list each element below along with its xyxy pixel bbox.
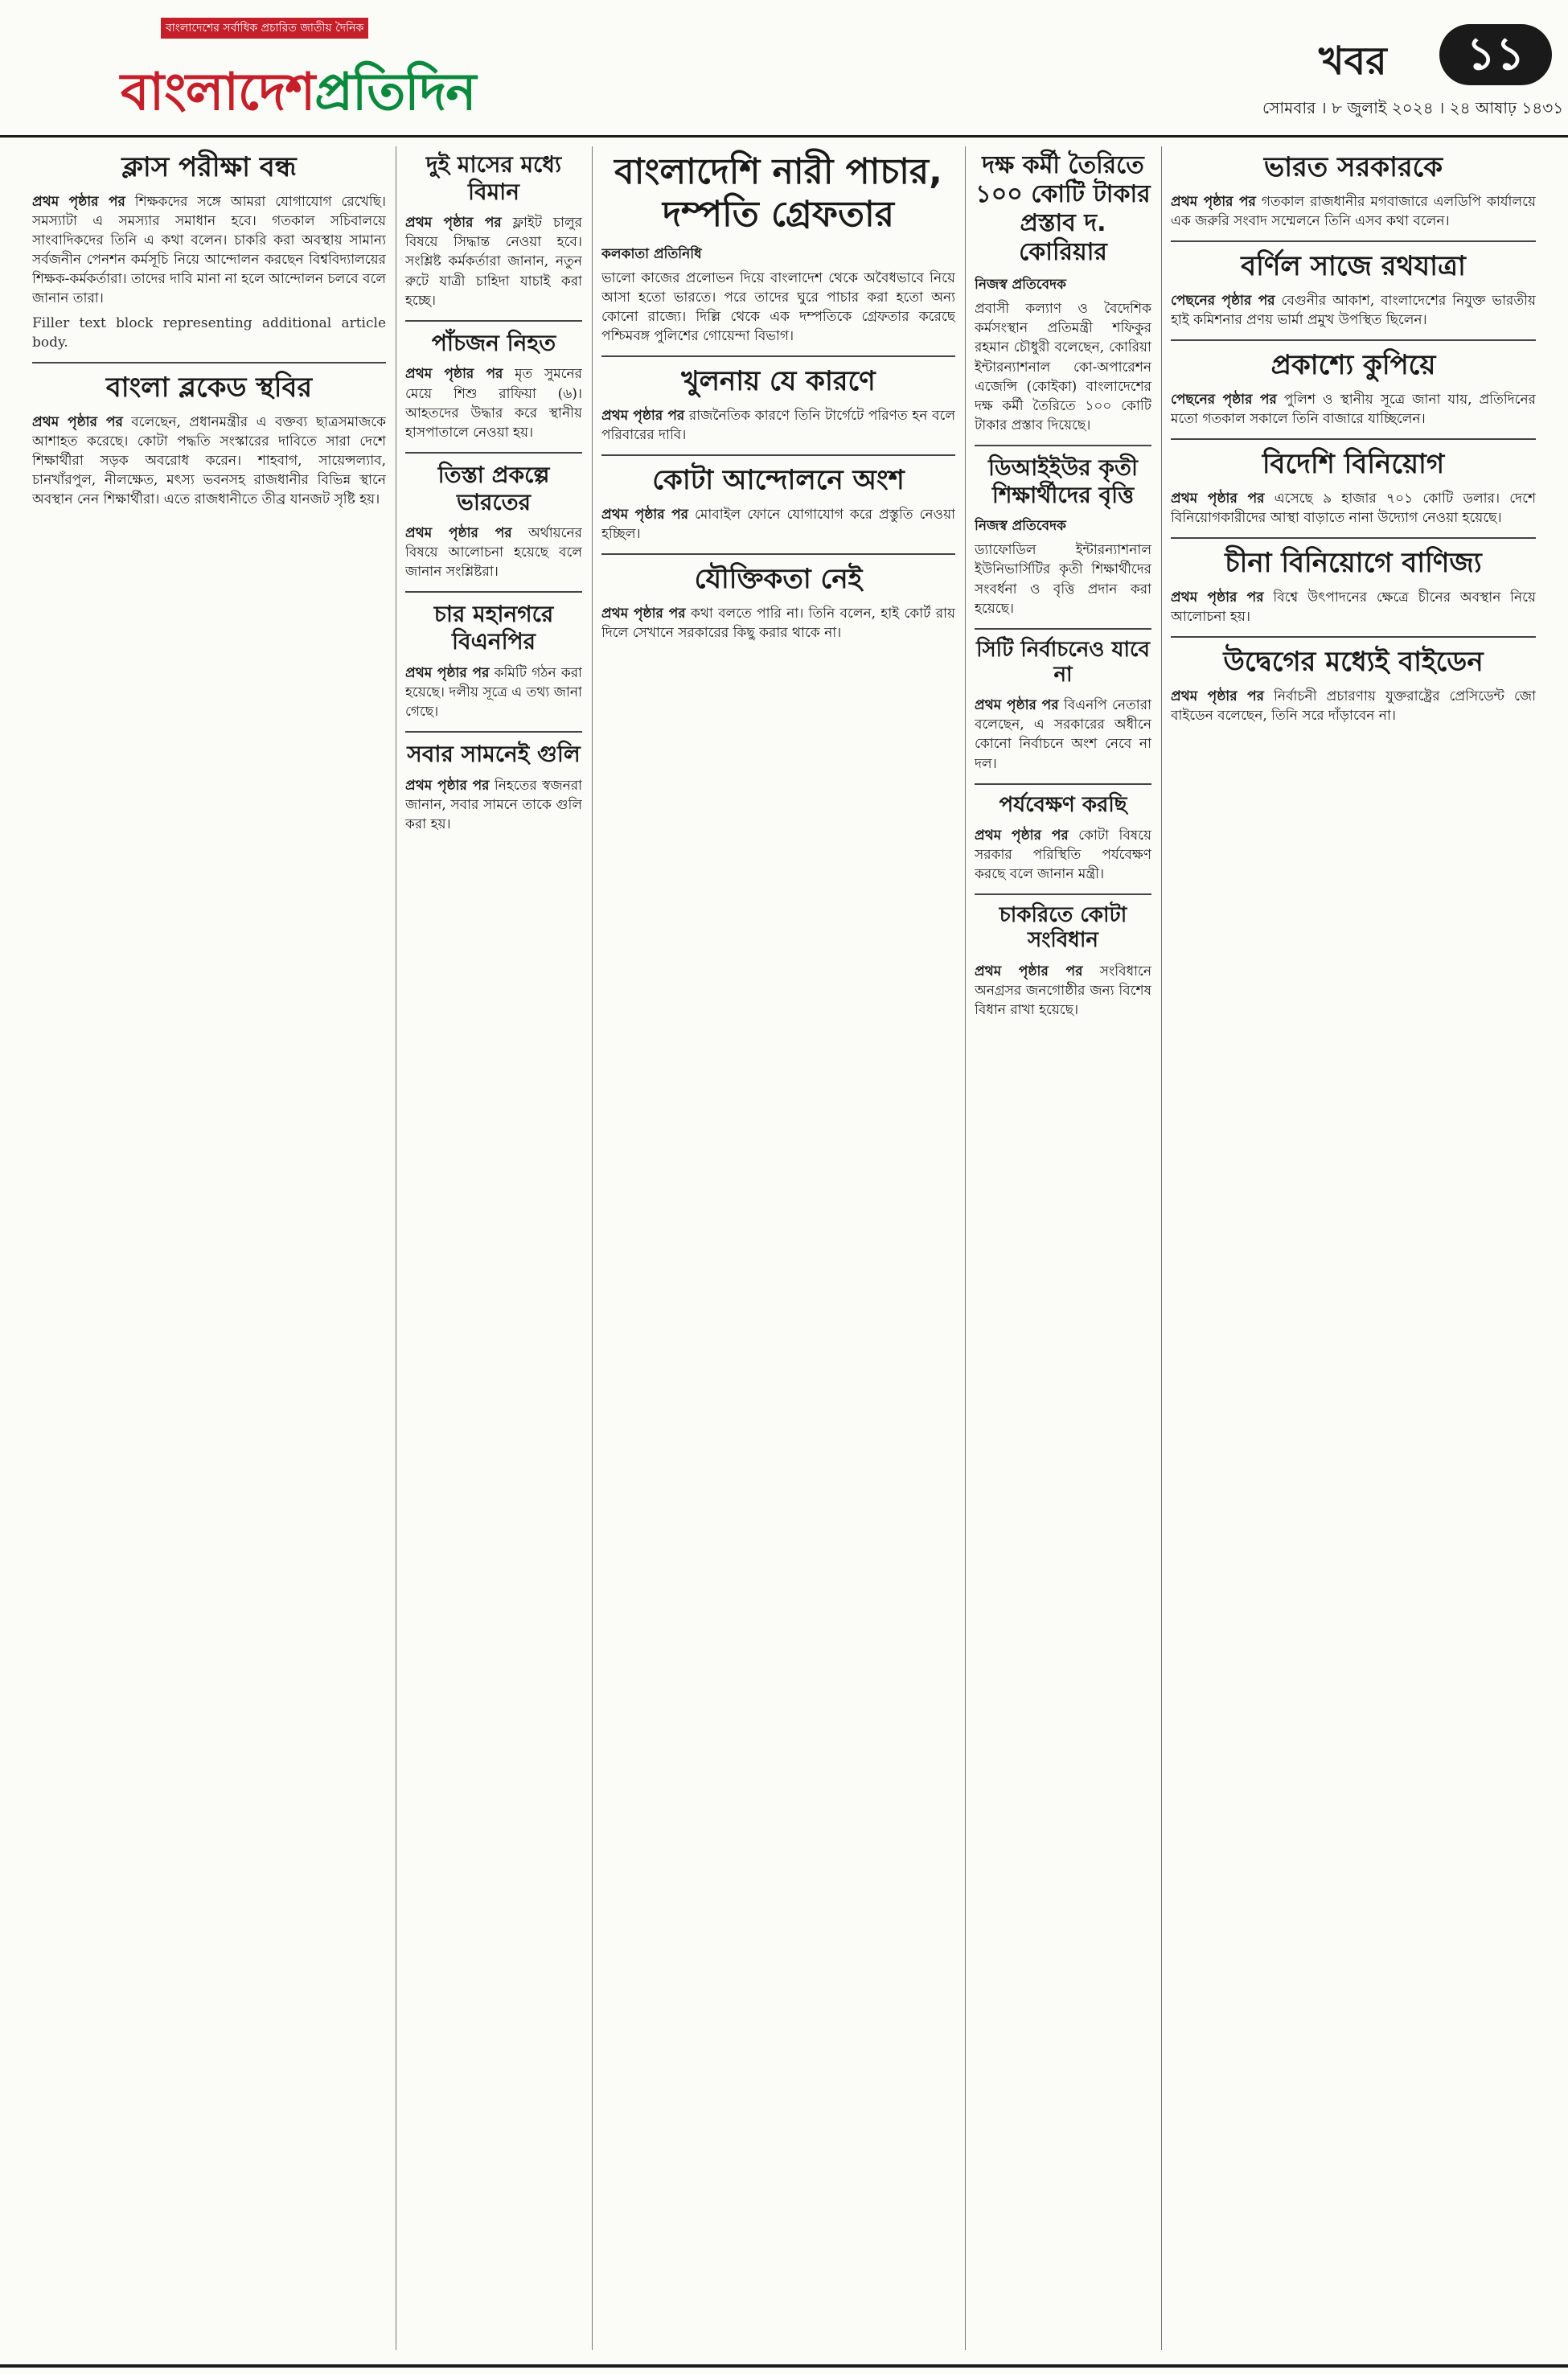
divider [601, 355, 955, 357]
article-headline[interactable]: চীনা বিনিয়োগে বাণিজ্য [1225, 547, 1482, 580]
newspaper-logo[interactable] [121, 14, 476, 122]
continuation-label: প্রথম পৃষ্ঠার পর [975, 827, 1069, 844]
column-divider [1161, 146, 1162, 2350]
logo-wordmark [121, 53, 475, 139]
logo-tagline: বাংলাদেশের সর্বাধিক প্রচারিত জাতীয় দৈনিক [161, 18, 368, 39]
column-divider [592, 146, 593, 2350]
article-body: বিশ্বে উৎপাদনের ক্ষেত্রে চীনের অবস্থান নিয়ে আলোচনা হয়। [1171, 589, 1536, 626]
divider [975, 783, 1151, 785]
article-body: পুলিশ ও স্থানীয় সূত্রে জানা যায়, প্রতিদিনের মতো গতকাল সকালে তিনি বাজারে যাচ্ছিলেন। [1171, 391, 1536, 428]
continuation-label: প্রথম পৃষ্ঠার পর [975, 697, 1059, 714]
continuation-label: প্রথম পৃষ্ঠার পর [975, 963, 1083, 980]
article-headline[interactable]: তিস্তা প্রকল্পে ভারতের [437, 461, 550, 515]
article-body: বলেছেন, প্রধানমন্ত্রীর এ বক্তব্য ছাত্রসমাজকে আশাহত করেছে। কোটা পদ্ধতি সংস্কারের দাবিতে সারা দেশে শিক্ষার্থীরা সড়ক অবরোধ করেন। শাহবাগ, সায়েন্সল্যাব, চানখাঁরপুল, নীলক্ষেত, মৎস্য ভবনসহ রাজধানীর বিভিন্ন স্থানে অবস্থান নেন শিক্ষার্থীরা। এতে রাজধানীতে তীব্র যানজট সৃষ্টি হয়। [32, 413, 386, 508]
article-headline[interactable]: বিদেশি বিনিয়োগ [1262, 448, 1445, 481]
article-headline[interactable]: যৌক্তিকতা নেই [694, 563, 863, 596]
article-headline[interactable]: সিটি নির্বাচনেও যাবে না [976, 637, 1150, 687]
article-body: বেগুনীর আকাশ, বাংলাদেশের নিযুক্ত ভারতীয় হাই কমিশনার প্রণয় ভার্মা প্রমুখ উপস্থিত ছিলেন। [1171, 292, 1536, 328]
continuation-label: পেছনের পৃষ্ঠার পর [1171, 391, 1277, 408]
section-label: খবর [1319, 39, 1387, 84]
article-body: কমিটি গঠন করা হয়েছে। দলীয় সূত্রে এ তথ্য জানা গেছে। [405, 664, 582, 720]
article-headline[interactable]: সবার সামনেই গুলি [407, 741, 581, 768]
continuation-label: প্রথম পৃষ্ঠার পর [601, 606, 686, 622]
article-headline[interactable]: বাংলাদেশি নারী পাচার, দম্পতি গ্রেফতার [614, 151, 942, 235]
article-headline[interactable]: খুলনায় যে কারণে [681, 365, 876, 398]
continuation-label: প্রথম পৃষ্ঠার পর [1171, 688, 1264, 705]
divider [975, 628, 1151, 630]
article-headline[interactable]: বর্ণিল সাজে রথযাত্রা [1241, 250, 1466, 283]
divider [1171, 438, 1536, 440]
article-body: রাজনৈতিক কারণে তিনি টার্গেটে পরিণত হন বলে পরিবারের দাবি। [601, 408, 955, 444]
continuation-label: প্রথম পৃষ্ঠার পর [1171, 490, 1265, 507]
divider [405, 320, 582, 322]
divider [405, 591, 582, 593]
article-headline[interactable]: ক্লাস পরীক্ষা বন্ধ [121, 151, 297, 183]
article-headline[interactable]: বাংলা ব্লকেড স্থবির [105, 371, 313, 404]
divider [601, 553, 955, 555]
continuation-label: প্রথম পৃষ্ঠার পর [405, 525, 512, 542]
article-headline[interactable]: পাঁচজন নিহত [431, 329, 556, 356]
continuation-label: প্রথম পৃষ্ঠার পর [32, 413, 123, 430]
article-headline[interactable]: ডিআইইউর কৃতী শিক্ষার্থীদের বৃত্তি [988, 454, 1138, 508]
article-body: ফ্লাইট চালুর বিষয়ে সিদ্ধান্ত নেওয়া হবে। সংশ্লিষ্ট কর্মকর্তারা জানান, নতুন রুটে যাত্রী চাহিদা যাচাই করা হচ্ছে। [405, 215, 582, 309]
continuation-label: পেছনের পৃষ্ঠার পর [1171, 292, 1275, 309]
article-headline[interactable]: চাকরিতে কোটা সংবিধান [999, 903, 1127, 953]
byline: কলকাতা প্রতিনিধি [601, 245, 702, 262]
article-body: অর্থায়নের বিষয়ে আলোচনা হয়েছে বলে জানান সংশ্লিষ্টরা। [405, 525, 582, 581]
divider [975, 893, 1151, 895]
column-5 [1171, 146, 1536, 2350]
dateline: সোমবার । ৮ জুলাই ২০২৪ । ২৪ আষাঢ় ১৪৩১ [1262, 98, 1564, 117]
divider [1171, 537, 1536, 539]
article-body: এসেছে ৯ হাজার ৭০১ কোটি ডলার। দেশে বিনিয়োগকারীদের আস্থা বাড়াতে নানা উদ্যোগ নেওয়া হয়েছে। [1171, 490, 1536, 527]
column-1 [32, 146, 386, 2350]
article-body: ড্যাফোডিল ইন্টারন্যাশনাল ইউনিভার্সিটির কৃতী শিক্ষার্থীদের সংবর্ধনা ও বৃত্তি প্রদান করা হয়েছে। [975, 542, 1151, 617]
logo-name-red: বাংলাদেশ [121, 63, 315, 122]
continuation-label: প্রথম পৃষ্ঠার পর [405, 215, 502, 232]
article-body: নিহতের স্বজনরা জানান, সবার সামনে তাকে গুলি করা হয়। [405, 777, 582, 832]
page-bottom-rule [0, 2364, 1568, 2368]
divider [1171, 636, 1536, 638]
byline: নিজস্ব প্রতিবেদক [975, 518, 1066, 535]
article-body: শিক্ষকদের সঙ্গে আমরা যোগাযোগ রেখেছি। সমস্যাটা এ সমস্যার সমাধান হবে। গতকাল সচিবালয়ে সাংবাদিকদের তিনি এ কথা বলেন। চাকরি করা অবস্থায় সামান্য সর্বজনীন পেনশন কর্মসূচি নিয়ে আন্দোলন করছেন বিশ্ববিদ্যালয়ের শিক্ষক-কর্মকর্তারা। তাদের দাবি মানা না হলে আন্দোলন চলবে বলে জানান তারা। [32, 193, 386, 307]
divider [1171, 339, 1536, 341]
article-body: বিএনপি নেতারা বলেছেন, এ সরকারের অধীনে কোনো নির্বাচনে অংশ নেবে না দল। [975, 697, 1151, 772]
article-body-filler: Filler text block representing additional article body. [32, 314, 386, 351]
masthead [0, 0, 1568, 138]
continuation-label: প্রথম পৃষ্ঠার পর [601, 408, 685, 425]
continuation-label: প্রথম পৃষ্ঠার পর [405, 777, 490, 794]
divider [32, 362, 386, 363]
column-divider [965, 146, 966, 2350]
continuation-label: প্রথম পৃষ্ঠার পর [405, 366, 503, 383]
article-body: নির্বাচনী প্রচারণায় যুক্তরাষ্ট্রের প্রেসিডেন্ট জো বাইডেন বলেছেন, তিনি সরে দাঁড়াবেন না। [1171, 688, 1536, 725]
divider [975, 445, 1151, 446]
article-headline[interactable]: উদ্বেগের মধ্যেই বাইডেন [1223, 646, 1484, 679]
article-body: কোটা বিষয়ে সরকার পরিস্থিতি পর্যবেক্ষণ করছে বলে জানান মন্ত্রী। [975, 827, 1151, 883]
article-headline[interactable]: ভারত সরকারকে [1263, 151, 1443, 183]
continuation-label: প্রথম পৃষ্ঠার পর [1171, 193, 1256, 210]
article-headline[interactable]: চার মহানগরে বিএনপির [433, 601, 554, 655]
logo-name-green: প্রতিদিন [314, 63, 476, 122]
continuation-label: প্রথম পৃষ্ঠার পর [405, 664, 490, 681]
article-body: সংবিধানে অনগ্রসর জনগোষ্ঠীর জন্য বিশেষ বিধান রাখা হয়েছে। [975, 963, 1151, 1018]
divider [601, 454, 955, 456]
divider [1171, 240, 1536, 242]
article-headline[interactable]: কোটা আন্দোলনে অংশ [652, 464, 905, 497]
column-3 [601, 146, 955, 2350]
article-headline[interactable]: পর্যবেক্ষণ করছি [999, 792, 1127, 817]
column-4 [975, 146, 1151, 2350]
column-2 [405, 146, 582, 2350]
article-headline[interactable]: দক্ষ কর্মী তৈরিতে ১০০ কোটি টাকার প্রস্তাব দ. কোরিয়ার [975, 151, 1151, 266]
divider [405, 731, 582, 733]
continuation-label: প্রথম পৃষ্ঠার পর [32, 193, 125, 210]
article-headline[interactable]: প্রকাশ্যে কুপিয়ে [1270, 349, 1436, 382]
article-body: প্রবাসী কল্যাণ ও বৈদেশিক কর্মসংস্থান প্রতিমন্ত্রী শফিকুর রহমান চৌধুরী বলেছেন, কোরিয়া ইন্টারন্যাশনাল কো-অপারেশন এজেন্সি (কোইকা) বাংলাদেশের দক্ষ কর্মী তৈরিতে ১০০ কোটি টাকার প্রস্তাব দিয়েছে। [975, 301, 1151, 433]
article-body: মোবাইল ফোনে যোগাযোগ করে প্রস্তুতি নেওয়া হচ্ছিল। [601, 507, 955, 543]
article-headline[interactable]: দুই মাসের মধ্যে বিমান [425, 151, 562, 205]
divider [405, 452, 582, 454]
article-body: কথা বলতে পারি না। তিনি বলেন, হাই কোর্ট রায় দিলে সেখানে সরকারের কিছু করার থাকে না। [601, 606, 955, 642]
continuation-label: প্রথম পৃষ্ঠার পর [1171, 589, 1264, 606]
byline: নিজস্ব প্রতিবেদক [975, 277, 1066, 293]
article-body: গতকাল রাজধানীর মগবাজারে এলডিপি কার্যালয়ে এক জরুরি সংবাদ সম্মেলনে তিনি এসব কথা বলেন। [1171, 193, 1536, 229]
page-number: ১১ [1439, 24, 1552, 85]
continuation-label: প্রথম পৃষ্ঠার পর [601, 507, 688, 524]
article-body: মৃত সুমনের মেয়ে শিশু রাফিয়া (৬)। আহতদের উদ্ধার করে স্থানীয় হাসপাতালে নেওয়া হয়। [405, 366, 582, 441]
article-body: ভালো কাজের প্রলোভন দিয়ে বাংলাদেশ থেকে অবৈধভাবে নিয়ে আসা হতো ভারতে। পরে তাদের ঘুরে পাচার করা হতো অন্য কোনো রাজ্যে। দিল্লি থেকে এক দম্পতিকে গ্রেফতার করেছে পশ্চিমবঙ্গ পুলিশের গোয়েন্দা বিভাগ। [601, 269, 955, 345]
